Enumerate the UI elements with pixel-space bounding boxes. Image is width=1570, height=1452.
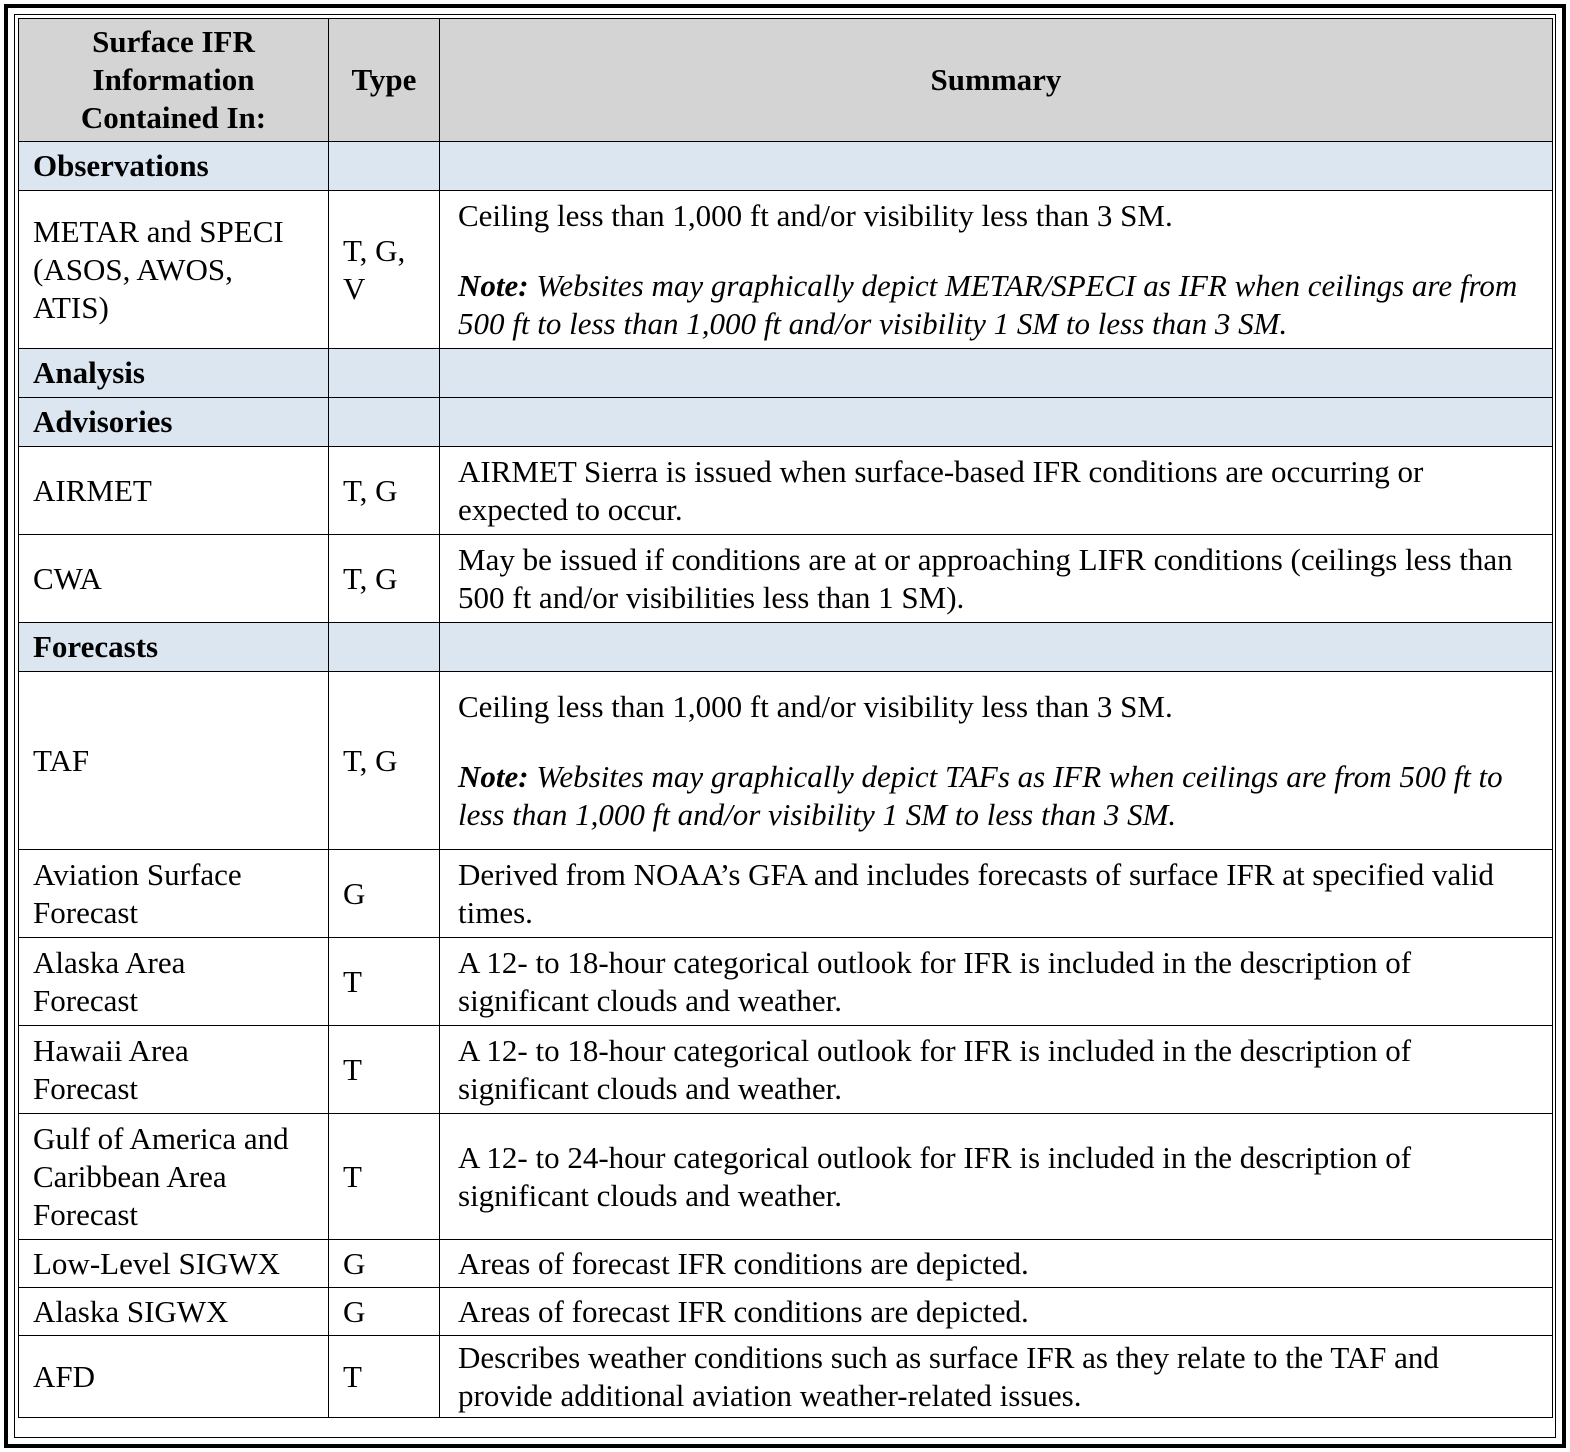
summary-text: May be issued if conditions are at or approaching LIFR conditions (ceilings less than 500 ft and/or visibilities less than 1 SM). <box>458 541 1513 615</box>
type-line: T <box>343 1358 362 1394</box>
category-row <box>19 623 1553 672</box>
header-source <box>19 19 329 142</box>
summary-cell <box>440 938 1553 1026</box>
type-line: T, G <box>343 472 398 508</box>
source-cell <box>19 1336 329 1418</box>
type-line: T, G <box>343 560 398 596</box>
type-line: T <box>343 1158 362 1194</box>
summary-cell <box>440 1240 1553 1288</box>
summary-cell <box>440 1336 1553 1418</box>
source-cell <box>19 447 329 535</box>
type-line: V <box>343 270 366 306</box>
source-cell <box>19 1026 329 1114</box>
surface-ifr-table <box>18 18 1553 1418</box>
header-source-line: Contained In: <box>80 100 267 135</box>
source-line: CWA <box>33 560 102 596</box>
source-cell <box>19 672 329 850</box>
summary-cell <box>440 1026 1553 1114</box>
note-text: Websites may graphically depict METAR/SPECI as IFR when ceilings are from 500 ft to less than 1,000 ft and/or visibility 1 SM to less than 3 SM. <box>458 267 1518 341</box>
table-row <box>19 850 1553 938</box>
category-empty-cell <box>440 142 1553 191</box>
header-type: Type <box>329 19 440 142</box>
source-line: ATIS) <box>33 289 109 325</box>
type-line: G <box>343 875 366 911</box>
summary-text: A 12- to 24-hour categorical outlook for IFR is included in the description of significant clouds and weather. <box>458 1139 1412 1213</box>
category-label: Observations <box>19 142 329 191</box>
type-line: T <box>343 963 362 999</box>
summary-cell <box>440 191 1553 349</box>
source-cell <box>19 191 329 349</box>
type-cell <box>329 1026 440 1114</box>
type-cell <box>329 1336 440 1418</box>
type-cell <box>329 1240 440 1288</box>
type-cell <box>329 1288 440 1336</box>
summary-text: Ceiling less than 1,000 ft and/or visibility less than 3 SM. <box>458 197 1173 233</box>
summary-cell <box>440 850 1553 938</box>
source-line: METAR and SPECI <box>33 213 284 249</box>
summary-text: A 12- to 18-hour categorical outlook for IFR is included in the description of significant clouds and weather. <box>458 1032 1412 1106</box>
note-spacer <box>458 235 1534 267</box>
source-cell <box>19 850 329 938</box>
category-empty-cell <box>329 142 440 191</box>
summary-text: A 12- to 18-hour categorical outlook for IFR is included in the description of significant clouds and weather. <box>458 944 1412 1018</box>
summary-text: Ceiling less than 1,000 ft and/or visibility less than 3 SM. <box>458 688 1173 724</box>
type-cell <box>329 850 440 938</box>
table-row <box>19 535 1553 623</box>
category-label: Advisories <box>19 398 329 447</box>
source-line: AIRMET <box>33 472 152 508</box>
table-row <box>19 1114 1553 1240</box>
type-cell <box>329 938 440 1026</box>
source-line: (ASOS, AWOS, <box>33 251 233 287</box>
category-empty-cell <box>329 349 440 398</box>
category-row <box>19 398 1553 447</box>
type-line: T, G, <box>343 232 406 268</box>
table-row <box>19 447 1553 535</box>
category-label: Analysis <box>19 349 329 398</box>
type-cell <box>329 672 440 850</box>
type-cell <box>329 191 440 349</box>
type-line: T <box>343 1051 362 1087</box>
category-empty-cell <box>440 623 1553 672</box>
table-row <box>19 1240 1553 1288</box>
source-cell <box>19 1114 329 1240</box>
source-line: Forecast <box>33 1196 139 1232</box>
category-empty-cell <box>329 398 440 447</box>
table-body <box>19 142 1553 1418</box>
category-row <box>19 349 1553 398</box>
note-text: Websites may graphically depict TAFs as IFR when ceilings are from 500 ft to less than 1,000 ft and/or visibility 1 SM to less than 3 SM. <box>458 758 1503 832</box>
source-line: TAF <box>33 742 90 778</box>
source-line: Caribbean Area <box>33 1158 227 1194</box>
source-line: Forecast <box>33 982 139 1018</box>
type-cell <box>329 535 440 623</box>
note-spacer <box>458 726 1534 758</box>
source-cell <box>19 535 329 623</box>
source-cell <box>19 1240 329 1288</box>
summary-text: AIRMET Sierra is issued when surface-based IFR conditions are occurring or expected to occur. <box>458 453 1424 527</box>
table-row <box>19 1288 1553 1336</box>
summary-text: Areas of forecast IFR conditions are depicted. <box>458 1293 1029 1329</box>
summary-text: Derived from NOAA’s GFA and includes forecasts of surface IFR at specified valid times. <box>458 856 1494 930</box>
type-line: T, G <box>343 742 398 778</box>
table-row <box>19 1026 1553 1114</box>
table-row <box>19 672 1553 850</box>
header-source-line: Surface IFR <box>92 24 255 59</box>
table-row <box>19 191 1553 349</box>
note-paragraph <box>458 267 1534 343</box>
source-line: Forecast <box>33 894 139 930</box>
summary-cell <box>440 1114 1553 1240</box>
header-summary: Summary <box>440 19 1553 142</box>
note-label: Note: <box>458 758 529 794</box>
source-line: Alaska SIGWX <box>33 1293 229 1329</box>
summary-text: Areas of forecast IFR conditions are depicted. <box>458 1245 1029 1281</box>
type-line: G <box>343 1293 366 1329</box>
note-paragraph <box>458 758 1534 834</box>
summary-cell <box>440 1288 1553 1336</box>
type-cell <box>329 447 440 535</box>
category-empty-cell <box>440 349 1553 398</box>
source-cell <box>19 1288 329 1336</box>
type-line: G <box>343 1245 366 1281</box>
table-row <box>19 1336 1553 1418</box>
source-line: Hawaii Area <box>33 1032 189 1068</box>
header-source-line: Information <box>92 62 255 97</box>
source-line: Forecast <box>33 1070 139 1106</box>
summary-text: Describes weather conditions such as surface IFR as they relate to the TAF and provide additional aviation weather-related issues. <box>458 1339 1439 1413</box>
source-line: Gulf of America and <box>33 1120 289 1156</box>
table-row <box>19 938 1553 1026</box>
type-cell <box>329 1114 440 1240</box>
category-empty-cell <box>440 398 1553 447</box>
source-line: Aviation Surface <box>33 856 242 892</box>
source-line: AFD <box>33 1358 96 1394</box>
source-line: Low-Level SIGWX <box>33 1245 281 1281</box>
note-label: Note: <box>458 267 529 303</box>
category-empty-cell <box>329 623 440 672</box>
category-row <box>19 142 1553 191</box>
summary-cell <box>440 447 1553 535</box>
category-label: Forecasts <box>19 623 329 672</box>
summary-cell <box>440 672 1553 850</box>
source-cell <box>19 938 329 1026</box>
header-row <box>19 19 1553 142</box>
source-line: Alaska Area <box>33 944 186 980</box>
summary-cell <box>440 535 1553 623</box>
